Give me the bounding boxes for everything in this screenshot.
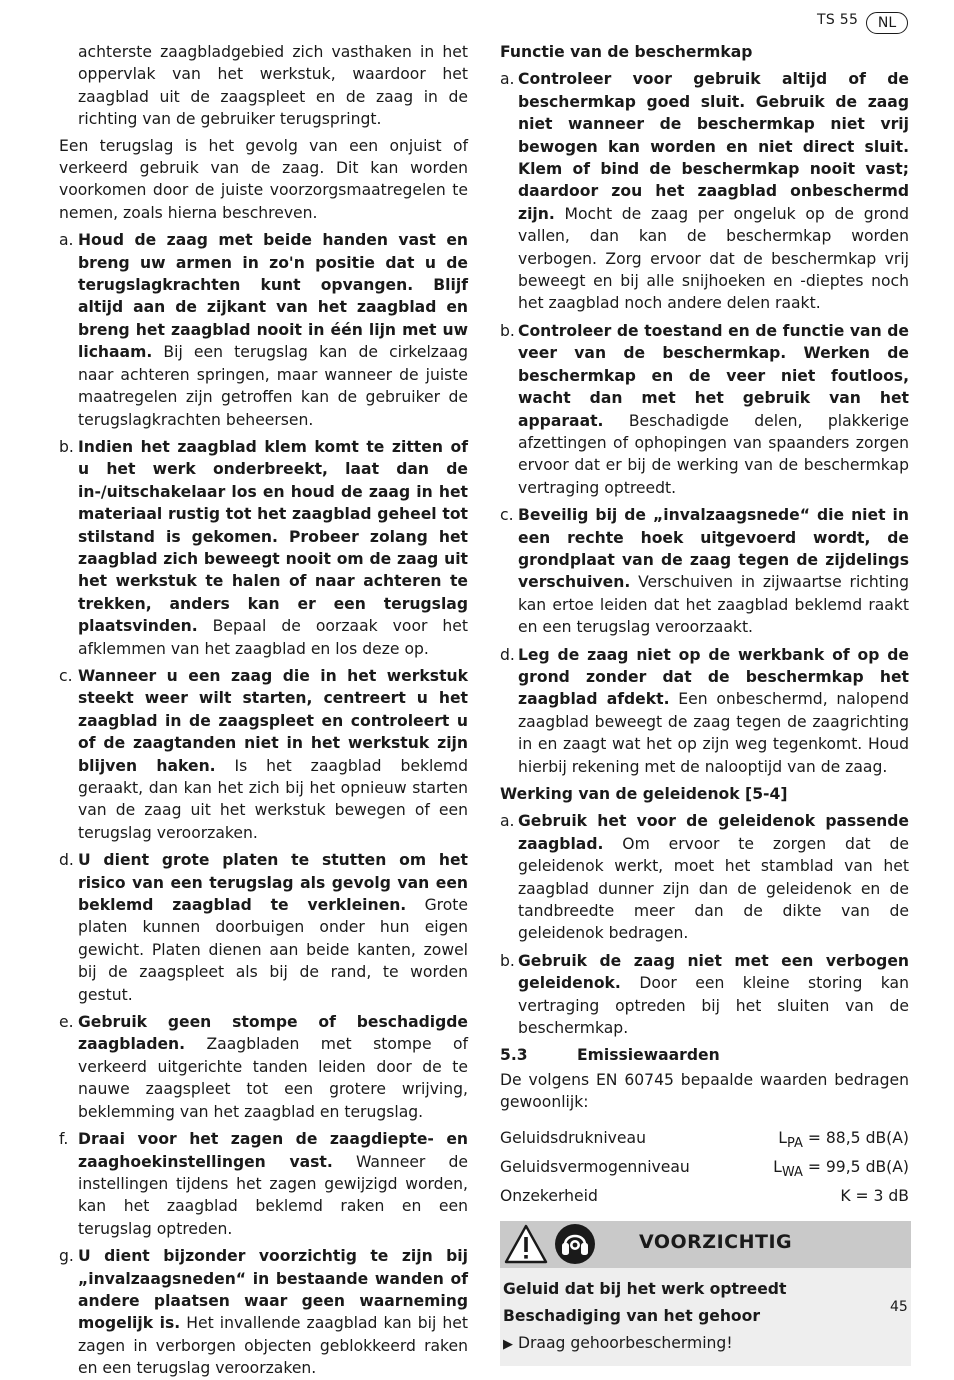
section-heading: Werking van de geleidenok [5-4] — [500, 785, 788, 803]
list-item: b. Controleer de toestand en de functie van de veer van de beschermkap. Werken de beschermkap en de veer niet foutloos, wacht dan met het gebruik van het apparaat. Beschadigde delen, plakkerige afzettingen of ophopingen van spaanders zorgen ervoor dat er bij de werking van de beschermkap vertraging optreedt. — [500, 321, 909, 497]
list-item: a. Controleer voor gebruik altijd of de beschermkap goed sluit. Gebruik de zaag niet wanneer de beschermkap niet vrij bewogen kan worden en niet direct sluit. Klem of bind de beschermkap nooit vast; daardoor zou het zaagblad onbeschermd zijn. Mocht de zaag per ongeluk op de grond vallen, dan kan de beschermkap worden verbogen. Zorg ervoor dat de beschermkap vrij beweegt en bij alle snijhoeken en -dieptes noch het zaagblad noch andere delen raakt. — [500, 70, 909, 313]
list-item: d. U dient grote platen te stutten om het risico van een terugslag als gevolg van een beklemd zaagblad te verkleinen. Grote platen kunnen doorbuigen onder hun eigen gewicht. Platen dienen aan beide kanten, zowel bij de zaagspleet als bij de rand, te worden gestut. — [59, 851, 468, 1004]
section-title: Emissiewaarden — [577, 1046, 720, 1065]
list-item: f. Draai voor het zagen de zaagdiepte- en zaaghoekinstellingen vast. Wanneer de instellingen tijdens het zagen gewijzigd worden, kan het zaagblad beklemd raken en een terugslag optreden. — [59, 1130, 469, 1238]
right-column — [500, 41, 909, 1366]
section-number: 5.3 — [500, 1046, 528, 1065]
intro-paragraph: Een terugslag is het gevolg van een onjuist of verkeerd gebruik van de zaag. Dit kan worden voorkomen door de juiste voorzorgsmaatregelen te nemen, zoals hierna beschreven. — [59, 136, 468, 222]
caution-header — [500, 1221, 911, 1268]
emission-table — [500, 1124, 909, 1211]
section-heading: Functie van de beschermkap — [500, 43, 753, 61]
list-item: g. U dient bijzonder voorzichtig te zijn bij „invalzaagsneden“ in bestaande wanden of andere plaatsen waar geen waarneming mogelijk is. Het invallende zaagblad kan bij het zagen in verborgen objecten geblokkeerd raken en een terugslag veroorzaken. — [59, 1247, 468, 1378]
ear-protection-icon — [553, 1223, 597, 1265]
emission-row: Geluidsdrukniveau $L_{PA} = 88,5$ dB(A) — [500, 1128, 909, 1151]
caution-line: Geluid dat bij het werk optreedt — [503, 1279, 787, 1298]
arrow-right-icon: ▶ — [503, 1336, 513, 1352]
list-item: e. Gebruik geen stompe of beschadigde zaagbladen. Zaagbladen met stompe of verkeerd uitgerichte tanden leiden door de te nauwe zaagspleet tot een grotere wrijving, beklemming van het zaagblad en terugslag. — [59, 1013, 468, 1121]
warning-triangle-icon — [504, 1223, 548, 1265]
list-item: c. Wanneer u een zaag die in het werkstuk steekt weer wilt starten, centreert u het zaagblad in de zaagspleet en controleert u of de zaagtanden niet in het werkstuk zijn blijven haken. Is het zaagblad beklemd geraakt, dan kan het zich bij het opnieuw starten van de zaag uit het werkstuk bewegen of een terugslag veroorzaken. — [59, 666, 468, 842]
page-number: 45 — [890, 1299, 908, 1315]
continuation-paragraph: achterste zaagbladgebied zich vasthaken in het oppervlak van het werkstuk, waardoor het zaagblad uit de zaagspleet en de zaag in de richting van de gebruiker terugspringt. — [78, 43, 468, 129]
emission-row: Onzekerheid K = 3 dB — [500, 1186, 909, 1205]
list-item: b. Indien het zaagblad klem komt te zitten of u het werk onderbreekt, laat dan de in-/uitschakelaar los en houd de zaag in het materiaal rustig tot het zaagblad geheel tot stilstand is gekomen. Probeer zolang het zaagblad zich beweegt nooit om de zaag uit het werkstuk te halen of naar achteren te trekken, anders kan er een terugslag plaatsvinden. Bepaal de oorzaak voor het afklemmen van het zaagblad en los deze op. — [59, 437, 468, 658]
caution-box — [500, 1221, 911, 1366]
emission-intro: De volgens EN 60745 bepaalde waarden bedragen gewoonlijk: — [500, 1070, 909, 1112]
language-badge: NL — [866, 12, 908, 34]
model-label: TS 55 — [817, 12, 859, 28]
section-heading-5-3 — [500, 1044, 909, 1066]
caution-title: VOORZICHTIG — [639, 1230, 793, 1253]
list-item: a. Houd de zaag met beide handen vast en breng uw armen in zo'n positie dat u de terugslagkrachten kunt opvangen. Blijf altijd aan de zijkant van het zaagblad en breng het zaagblad nooit in één lijn met uw lichaam. Bij een terugslag kan de cirkelzaag naar achteren springen, maar wanneer de juiste maatregelen zijn getroffen kan de gebruiker de terugslagkrachten beheersen. — [59, 231, 468, 429]
emission-row: Geluidsvermogenniveau $L_{WA} = 99,5$ dB(A) — [500, 1157, 909, 1180]
list-item: c. Beveilig bij de „invalzaagsnede“ die niet in een rechte hoek uitgevoerd wordt, de grondplaat van de zaag tegen de zijdelings verschuiven. Verschuiven in zijwaartse richting kan ertoe leiden dat het zaagblad beklemd raakt en een terugslag veroorzaakt. — [500, 506, 909, 637]
left-column — [59, 41, 468, 1380]
caution-line: Beschadiging van het gehoor — [503, 1306, 761, 1325]
list-item: d. Leg de zaag niet op de werkbank of op de grond zonder dat de beschermkap het zaagblad afdekt. Een onbeschermd, nalopend zaagblad beweegt de zaag tegen de zaagrichting in en zaagt wat het op zijn weg tegenkomt. Houd hierbij rekening met de nalooptijd van de zaag. — [500, 645, 909, 776]
caution-instruction: ▶ Draag gehoorbescherming! — [503, 1333, 733, 1352]
list-item: b. Gebruik de zaag niet met een verbogen geleidenok. Door een kleine storing kan vertraging optreden bij het sluiten van de beschermkap. — [500, 951, 909, 1038]
list-item: a. Gebruik het voor de geleidenok passende zaagblad. Om ervoor te zorgen dat de geleidenok werkt, moet het stamblad van het zaagblad dunner zijn dan de geleidenok en de tandbreedte meer dan de dikte van de geleidenok bedragen. — [500, 812, 909, 943]
